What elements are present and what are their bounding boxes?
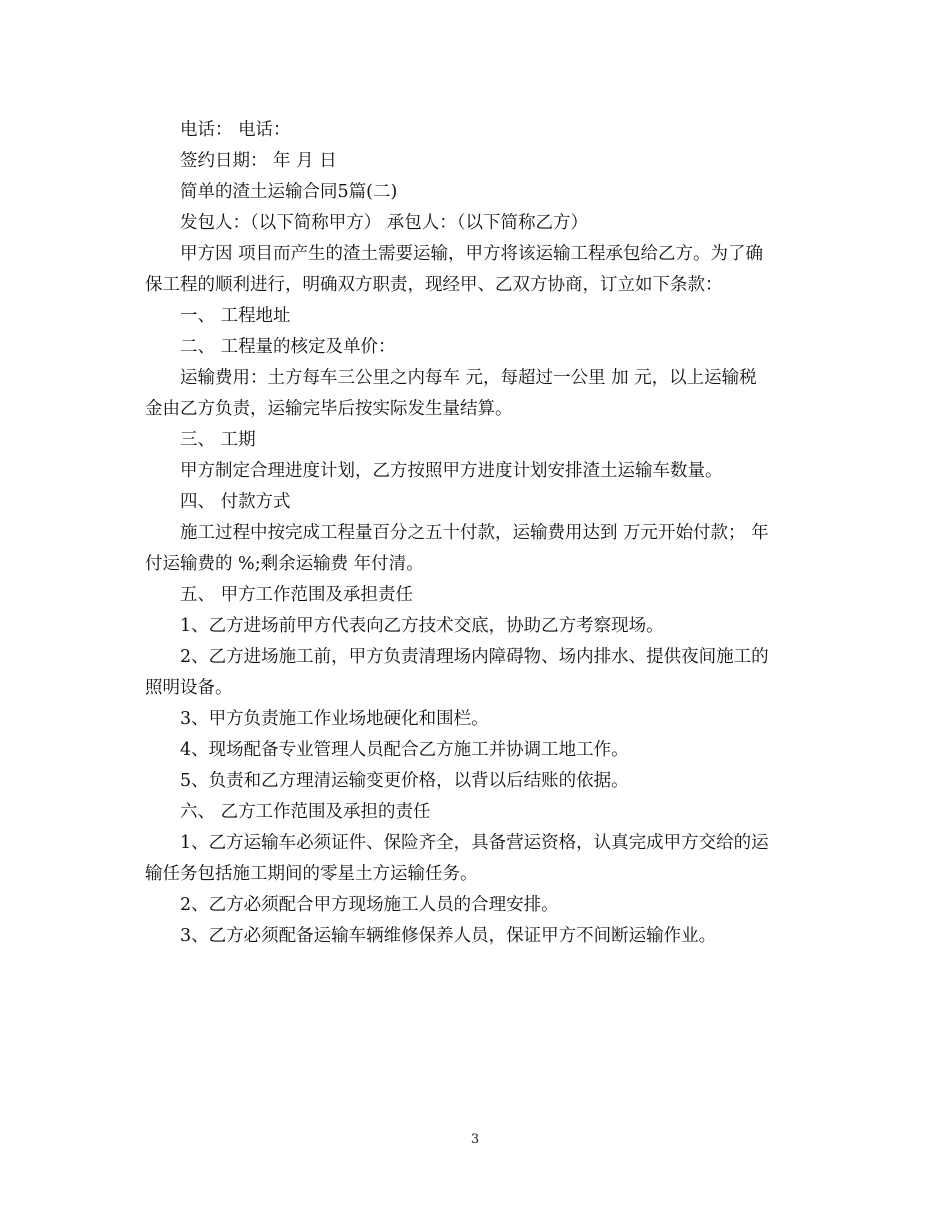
- list-item: 1、乙方进场前甲方代表向乙方技术交底，协助乙方考察现场。: [180, 616, 664, 636]
- list-item: 3、乙方必须配备运输车辆维修保养人员，保证甲方不间断运输作业。: [180, 926, 717, 946]
- paragraph-line: 施工过程中按完成工程量百分之五十付款，运输费用达到 万元开始付款； 年: [180, 523, 769, 543]
- clause-heading: 一、 工程地址: [180, 306, 291, 326]
- paragraph-line: 甲方因 项目而产生的渣土需要运输，甲方将该运输工程承包给乙方。为了确: [180, 244, 764, 264]
- list-item: 4、现场配备专业管理人员配合乙方施工并协调工地工作。: [180, 740, 629, 760]
- parties-line: 发包人：（以下简称甲方） 承包人：（以下简称乙方）: [180, 213, 589, 233]
- document-body: [145, 115, 810, 952]
- paragraph-line: 金由乙方负责，运输完毕后按实际发生量结算。: [145, 399, 513, 419]
- list-item: 3、甲方负责施工作业场地硬化和围栏。: [180, 709, 489, 729]
- clause-heading: 六、 乙方工作范围及承担的责任: [180, 802, 431, 822]
- paragraph-line: 保工程的顺利进行，明确双方职责，现经甲、乙双方协商，订立如下条款：: [145, 275, 723, 295]
- section-heading: 简单的渣土运输合同5篇(二): [180, 182, 398, 202]
- clause-heading: 二、 工程量的核定及单价：: [180, 337, 396, 357]
- paragraph-line: 付运输费的 %;剩余运输费 年付清。: [145, 554, 424, 574]
- list-item: 1、乙方运输车必须证件、保险齐全，具备营运资格，认真完成甲方交给的运: [180, 833, 769, 853]
- paragraph-line: 甲方制定合理进度计划，乙方按照甲方进度计划安排渣土运输车数量。: [180, 461, 723, 481]
- clause-heading: 三、 工期: [180, 430, 256, 450]
- phone-line: 电话： 电话：: [180, 120, 291, 140]
- list-item: 2、乙方进场施工前，甲方负责清理场内障碍物、场内排水、提供夜间施工的: [180, 647, 769, 667]
- clause-heading: 五、 甲方工作范围及承担责任: [180, 585, 414, 605]
- list-item-continuation: 输任务包括施工期间的零星土方运输任务。: [145, 864, 478, 884]
- signing-date-line: 签约日期： 年 月 日: [180, 151, 337, 171]
- list-item-continuation: 照明设备。: [145, 678, 233, 698]
- page-number: 3: [470, 1132, 480, 1147]
- list-item: 2、乙方必须配合甲方现场施工人员的合理安排。: [180, 895, 559, 915]
- paragraph-line: 运输费用：土方每车三公里之内每车 元，每超过一公里 加 元，以上运输税: [180, 368, 757, 388]
- clause-heading: 四、 付款方式: [180, 492, 291, 512]
- list-item: 5、负责和乙方理清运输变更价格，以背以后结账的依据。: [180, 771, 629, 791]
